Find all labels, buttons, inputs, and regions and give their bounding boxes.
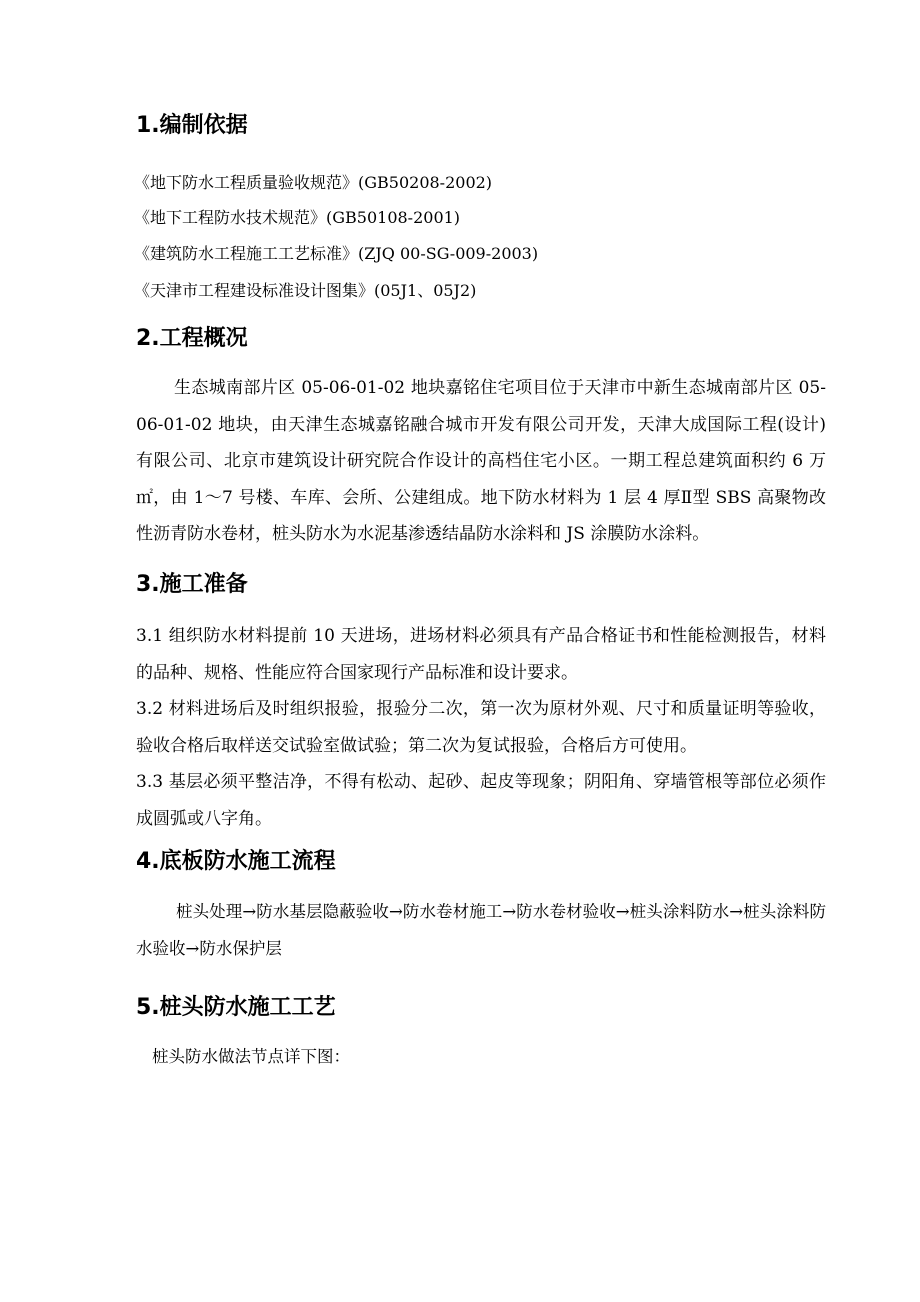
pile-head-paragraph: 桩头防水做法节点详下图：	[152, 1047, 350, 1066]
reference-item: 《地下工程防水技术规范》(GB50108-2001)	[134, 208, 461, 227]
reference-item: 《天津市工程建设标准设计图集》(05J1、05J2)	[134, 281, 477, 300]
section-heading-preparation: 3.施工准备	[136, 572, 248, 597]
preparation-item: 3.3 基层必须平整洁净，不得有松动、起砂、起皮等现象；阴阳角、穿墙管根等部位必须作成圆弧或八字角。	[136, 772, 826, 829]
reference-item: 《地下防水工程质量验收规范》(GB50208-2002)	[134, 173, 493, 192]
section-heading-pile-head: 5.桩头防水施工工艺	[136, 995, 336, 1020]
preparation-item: 3.2 材料进场后及时组织报验，报验分二次，第一次为原材外观、尺寸和质量证明等验收，验收合格后取样送交试验室做试验；第二次为复试报验，合格后方可使用。	[136, 699, 826, 756]
preparation-item: 3.1 组织防水材料提前 10 天进场，进场材料必须具有产品合格证书和性能检测报告，材料的品种、规格、性能应符合国家现行产品标准和设计要求。	[136, 626, 826, 683]
section-heading-overview: 2.工程概况	[136, 326, 248, 351]
reference-item: 《建筑防水工程施工工艺标准》(ZJQ 00-SG-009-2003)	[134, 244, 539, 263]
section-heading-process-flow: 4.底板防水施工流程	[136, 849, 336, 874]
section-heading-basis: 1.编制依据	[136, 113, 248, 138]
process-flow-paragraph: 桩头处理→防水基层隐蔽验收→防水卷材施工→防水卷材验收→桩头涂料防水→桩头涂料防水验收→防水保护层	[136, 902, 826, 958]
overview-paragraph: 生态城南部片区 05-06-01-02 地块嘉铭住宅项目位于天津市中新生态城南部片区 05-06-01-02 地块，由天津生态城嘉铭融合城市开发有限公司开发，天津大成国际工程(设计)有限公司、北京市建筑设计研究院合作设计的高档住宅小区。一期工程总建筑面积约 6 万㎡，由 1～7 号楼、车库、会所、公建组成。地下防水材料为 1 层 4 厚Ⅱ型 SBS 高聚物改性沥青防水卷材，桩头防水为水泥基渗透结晶防水涂料和 JS 涂膜防水涂料。	[136, 378, 826, 544]
